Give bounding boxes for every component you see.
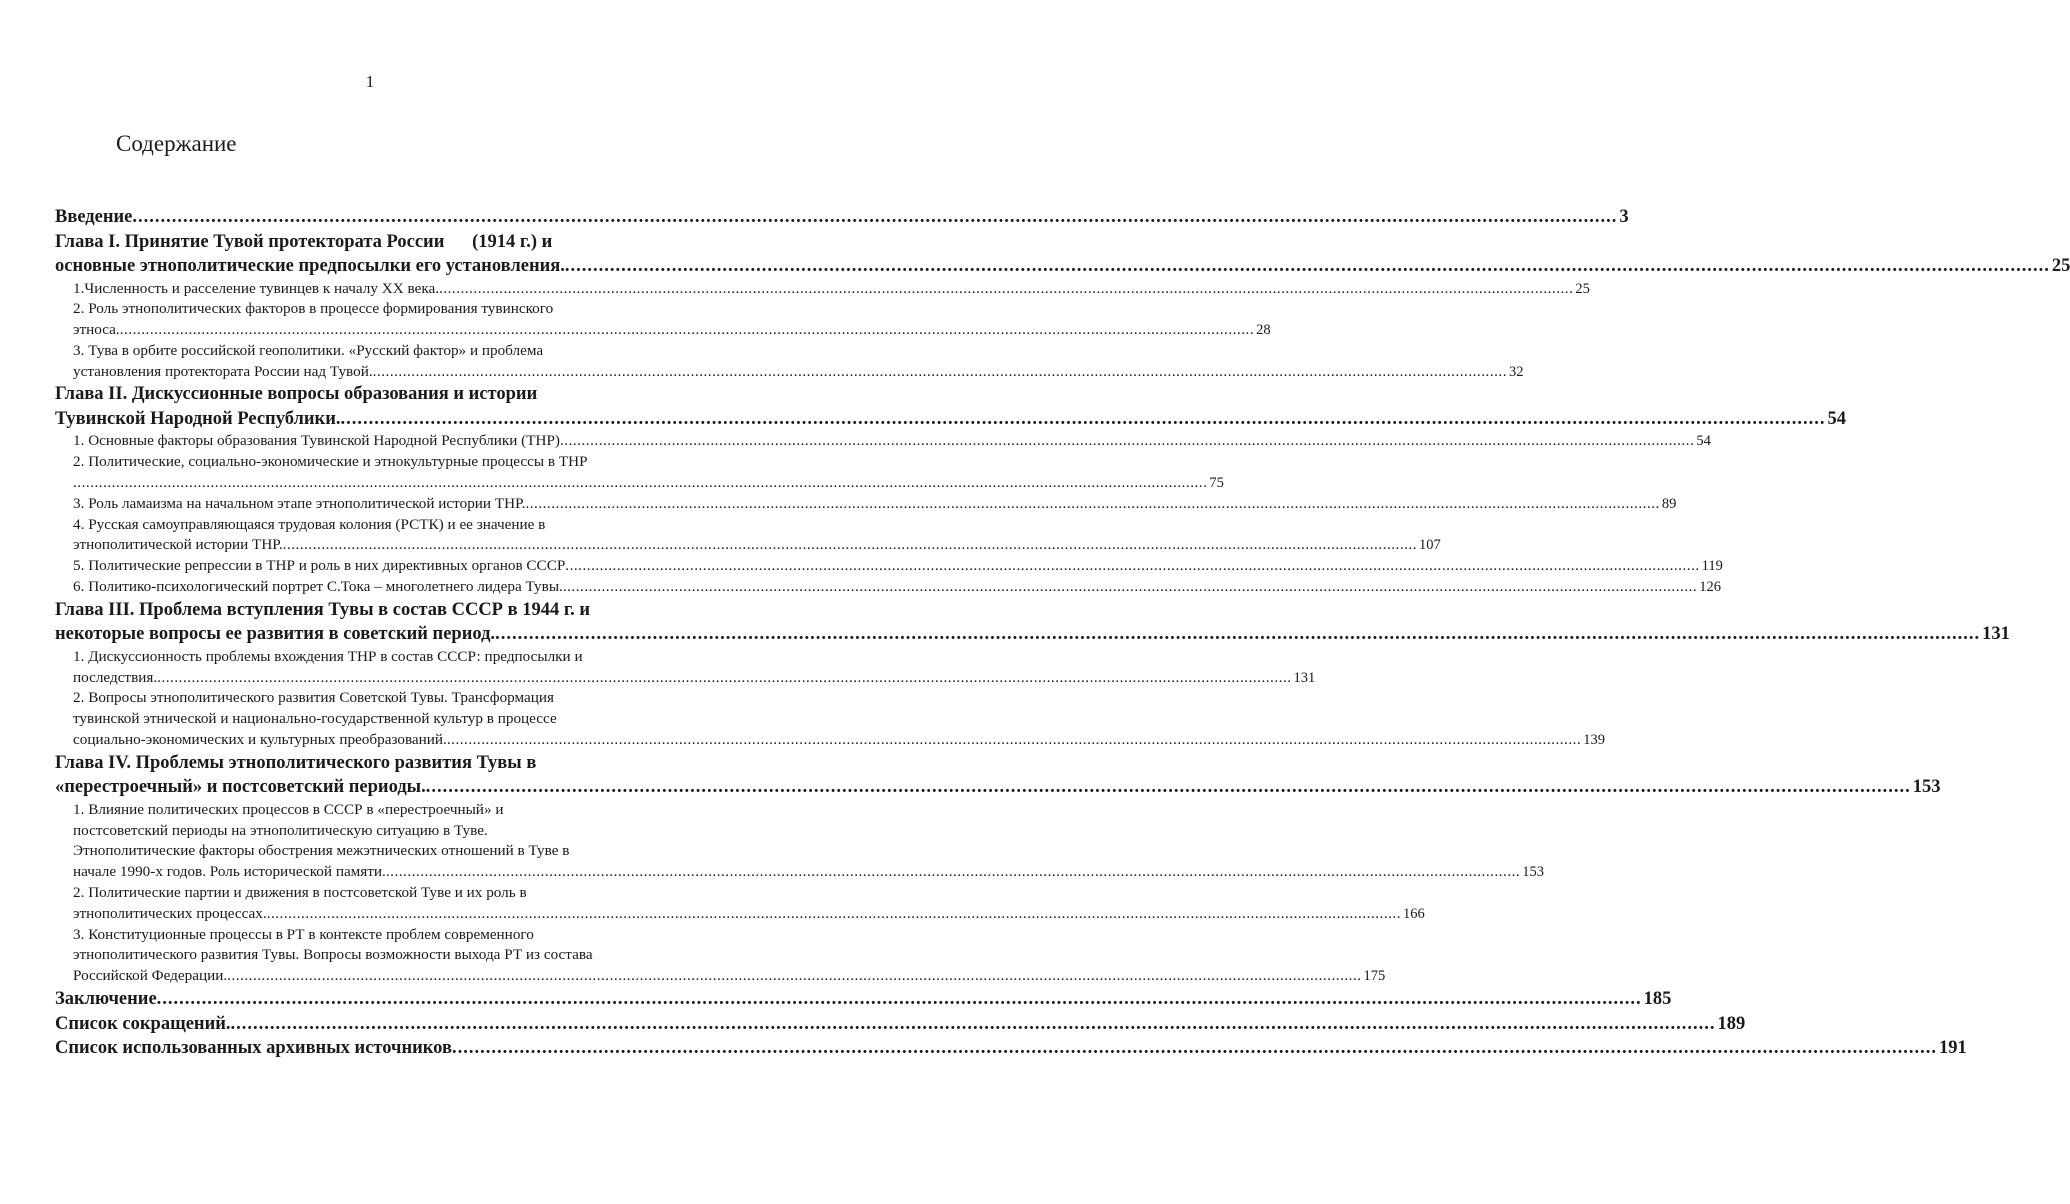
toc-page-number: 166 <box>1403 905 1425 922</box>
dot-leader <box>157 668 1291 689</box>
toc-page-number: 54 <box>1827 408 1846 429</box>
toc-entry-label: начале 1990-х годов. Роль исторической памяти. <box>73 863 386 881</box>
toc-page-number: 75 <box>1209 475 1224 492</box>
toc-entry-section-1-1[interactable] <box>55 279 1590 300</box>
toc-page-number: 28 <box>1256 322 1271 339</box>
dot-leader <box>267 904 1401 925</box>
toc-page-number: 175 <box>1363 968 1386 985</box>
toc-entry-label: 2. Роль этнополитических факторов в процессе формирования тувинского <box>73 300 554 318</box>
toc-entry-section-1-2[interactable] <box>55 299 1271 341</box>
toc-entry-label: тувинской этнической и национально-государственной культур в процессе <box>73 710 557 728</box>
toc-entry-label: этнополитических процессах. <box>73 904 267 922</box>
toc-page-number: 131 <box>1982 624 2010 645</box>
toc-entry-label: 2. Политические, социально-экономические и этнокультурные процессы в ТНР <box>73 453 588 471</box>
page-title: Содержание <box>116 131 237 156</box>
toc-entry-chapter-4[interactable] <box>55 751 1941 800</box>
toc-page-number: 107 <box>1419 537 1441 554</box>
dot-leader <box>231 1012 1716 1037</box>
toc-entry-label: 1. Влияние политических процессов в СССР в «перестроечный» и <box>73 800 504 818</box>
toc-entry-label: 3. Конституционные процессы в РТ в контексте проблем современного <box>73 925 534 943</box>
toc-entry-section-3-1[interactable] <box>55 647 1316 689</box>
toc-entry-section-2-3[interactable] <box>55 494 1677 515</box>
toc-entry-label: социально-экономических и культурных преобразований. <box>73 731 447 749</box>
toc-page-number: 3 <box>1619 207 1629 227</box>
toc-entry-section-2-4[interactable] <box>55 515 1441 557</box>
toc-entry-label: 1. Основные факторы образования Тувинской Народной Республики (ТНР) <box>73 432 560 450</box>
toc-entry-label: 4. Русская самоуправляющаяся трудовая колония (РСТК) и ее значение в <box>73 515 546 533</box>
toc-entry-label: постсоветский периоды на этнополитическую ситуацию в Туве. <box>73 821 488 839</box>
toc-entry-label: этнополитического развития Тувы. Вопросы возможности выхода РТ из состава <box>73 946 593 964</box>
toc-entry-label: последствия. <box>73 668 158 686</box>
toc-entry-label: Глава III. Проблема вступления Тувы в состав СССР в 1944 г. и <box>55 599 591 620</box>
toc-entry-label: основные этнополитические предпосылки его установления. <box>55 256 565 276</box>
dot-leader <box>426 775 1911 800</box>
toc-page-number: 25 <box>1575 280 1590 297</box>
toc-entry-chapter-3[interactable] <box>55 598 2010 647</box>
toc-entry-section-1-3[interactable] <box>55 341 1524 383</box>
toc-entry-label: Список сокращений. <box>55 1013 231 1034</box>
page-number: 1 <box>365 72 375 91</box>
dot-leader <box>495 622 1980 647</box>
toc-entry-section-4-1[interactable] <box>55 800 1544 883</box>
toc-entry-label: 5. Политические репрессии в ТНР и роль в них директивных органов СССР <box>73 557 566 575</box>
toc-entry-label: 1.Численность и расселение тувинцев к началу XX века. <box>73 279 440 297</box>
dot-leader <box>132 205 1617 230</box>
toc-entry-label: 2. Политические партии и движения в постсоветской Туве и их роль в <box>73 884 527 902</box>
dot-leader <box>283 535 1417 556</box>
toc-entry-label: Тувинской Народной Республики. <box>55 408 341 429</box>
toc-entry-section-2-5[interactable] <box>55 556 1723 577</box>
toc-page-number: 119 <box>1701 558 1723 575</box>
toc-entry-section-2-2[interactable] <box>55 452 1224 494</box>
toc-entry-label: этнополитической истории ТНР. <box>73 536 283 554</box>
toc-page-number: 153 <box>1912 777 1941 798</box>
toc-entry-chapter-1[interactable] <box>55 230 2070 279</box>
toc-entry-label: 2. Вопросы этнополитического развития Советской Тувы. Трансформация <box>73 689 555 707</box>
toc-page-number: 131 <box>1293 669 1316 686</box>
toc-entry-label: Заключение <box>55 989 157 1010</box>
table-of-contents <box>55 205 2070 1061</box>
dot-leader <box>447 730 1581 751</box>
toc-page-number: 139 <box>1583 732 1605 749</box>
toc-entry-label: Глава IV. Проблемы этнополитического развития Тувы в <box>55 752 537 773</box>
toc-entry-section-2-1[interactable] <box>55 431 1711 452</box>
dot-leader <box>386 862 1520 883</box>
toc-entry-label: «перестроечный» и постсоветский периоды. <box>55 777 426 798</box>
toc-entry-section-3-2[interactable] <box>55 688 1605 750</box>
toc-entry-label: Список использованных архивных источников <box>55 1038 452 1059</box>
dot-leader <box>157 987 1642 1012</box>
dot-leader <box>120 320 1254 341</box>
toc-entry-label: 3. Тува в орбите российской геополитики. «Русский фактор» и проблема <box>73 341 544 359</box>
toc-entry-chapter-2[interactable] <box>55 382 1846 431</box>
toc-entry-label: 1. Дискуссионность проблемы вхождения ТНР в состав СССР: предпосылки и <box>73 647 583 665</box>
dot-leader <box>565 556 1699 577</box>
toc-entry-label: Глава I. Принятие Тувой протектората России (1914 г.) и <box>55 231 553 252</box>
dot-leader <box>563 577 1697 598</box>
toc-page-number: 89 <box>1661 495 1677 512</box>
toc-entry-label: Введение <box>55 207 133 227</box>
toc-page-number: 126 <box>1699 579 1721 596</box>
dot-leader <box>73 473 1207 494</box>
toc-page-number: 185 <box>1643 989 1672 1010</box>
toc-page-number: 153 <box>1522 864 1544 881</box>
toc-entry-label: Российской Федерации. <box>73 967 228 985</box>
dot-leader <box>560 431 1694 452</box>
dot-leader <box>227 966 1361 987</box>
toc-entry-label: 3. Роль ламаизма на начальном этапе этнополитической истории ТНР. <box>73 494 526 512</box>
toc-entry-label: Глава II. Дискуссионные вопросы образования и истории <box>55 384 538 405</box>
toc-page-number: 25 <box>2051 256 2070 276</box>
toc-entry-abbreviations[interactable] <box>55 1012 1746 1037</box>
toc-entry-section-2-6[interactable] <box>55 577 1721 598</box>
toc-page-number: 32 <box>1509 363 1524 380</box>
dot-leader <box>525 494 1659 515</box>
toc-entry-introduction[interactable] <box>55 205 1629 230</box>
toc-entry-label: 6. Политико-психологический портрет С.Тока – многолетнего лидера Тувы. <box>73 578 563 596</box>
dot-leader <box>439 279 1573 300</box>
dot-leader <box>452 1036 1937 1061</box>
dot-leader <box>340 407 1825 432</box>
dot-leader <box>373 362 1507 383</box>
toc-page-number: 191 <box>1938 1038 1967 1059</box>
toc-entry-label: этноса. <box>73 321 120 339</box>
toc-entry-section-4-3[interactable] <box>55 925 1386 987</box>
toc-page-number: 189 <box>1717 1013 1746 1034</box>
toc-entry-section-4-2[interactable] <box>55 883 1425 925</box>
toc-entry-label: установления протектората России над Тувой. <box>73 362 373 380</box>
toc-entry-label: некоторые вопросы ее развития в советский период. <box>55 624 496 645</box>
toc-entry-archive-sources[interactable] <box>55 1036 1967 1061</box>
toc-entry-label: Этнополитические факторы обострения межэтнических отношений в Туве в <box>73 842 570 860</box>
toc-page-number: 54 <box>1696 433 1711 450</box>
toc-entry-conclusion[interactable] <box>55 987 1672 1012</box>
dot-leader <box>565 254 2050 279</box>
